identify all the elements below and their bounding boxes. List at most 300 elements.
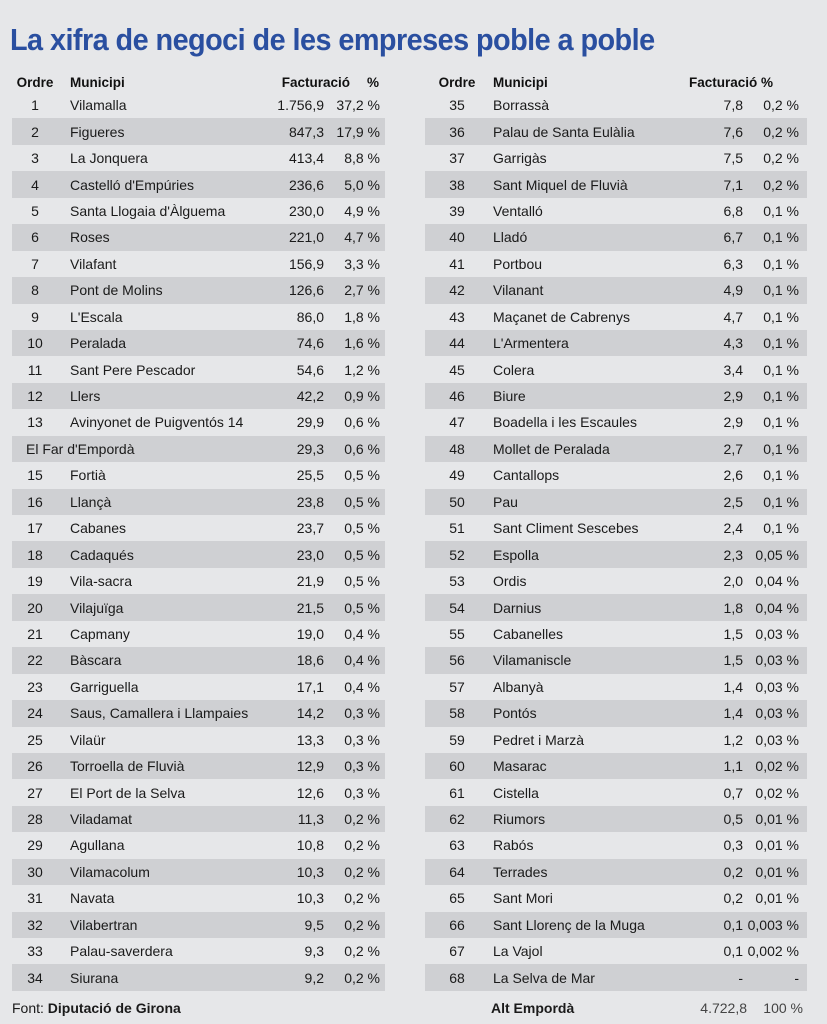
cell-municipi: Cabanelles (493, 625, 564, 642)
cell-municipi: Vilajuïga (70, 599, 124, 616)
cell-percent: 0,03 % (755, 625, 799, 642)
table-row (12, 832, 385, 858)
cell-facturacio: 3,4 (723, 361, 743, 378)
cell-facturacio: 29,3 (296, 440, 324, 457)
cell-ordre: 37 (449, 150, 465, 167)
cell-municipi: Pau (493, 493, 518, 510)
cell-percent: 0,04 % (755, 599, 799, 616)
table-row (12, 647, 385, 673)
cell-municipi: Vilabertran (70, 916, 138, 933)
table-header (425, 72, 807, 92)
cell-percent: 0,01 % (755, 837, 799, 854)
cell-municipi: Cistella (493, 784, 539, 801)
table-row (12, 304, 385, 330)
table-row (12, 964, 385, 990)
cell-municipi: Lladó (493, 229, 528, 246)
cell-municipi: Santa Llogaia d'Àlguema (70, 202, 226, 219)
page-title: La xifra de negoci de les empreses poble a poble (10, 22, 655, 57)
source-footer (12, 997, 181, 1019)
cell-percent: 0,5 % (344, 520, 380, 537)
cell-municipi: Riumors (493, 811, 546, 828)
cell-percent: 0,5 % (344, 546, 380, 563)
cell-percent: 0,5 % (344, 599, 380, 616)
cell-facturacio: 7,8 (723, 97, 743, 114)
cell-ordre: 23 (27, 678, 43, 695)
table-row (12, 594, 385, 620)
table-row (12, 568, 385, 594)
cell-ordre: 68 (449, 969, 465, 986)
cell-municipi: L'Escala (70, 308, 123, 325)
cell-ordre: 41 (449, 255, 465, 272)
table-row (12, 489, 385, 515)
cell-municipi: Pedret i Marzà (493, 731, 585, 748)
cell-ordre: 1 (31, 97, 39, 114)
cell-ordre: 34 (27, 969, 43, 986)
table-row (425, 647, 807, 673)
cell-percent: 0,6 % (344, 414, 380, 431)
cell-municipi: L'Armentera (493, 335, 569, 352)
cell-percent: 0,03 % (755, 705, 799, 722)
cell-municipi: Saus, Camallera i Llampaies (70, 705, 249, 722)
cell-municipi: Rabós (493, 837, 534, 854)
header-facturacio-percent: Facturació % (689, 74, 774, 90)
cell-ordre: 64 (449, 863, 465, 880)
table-row (425, 277, 807, 303)
header-percent: % (366, 74, 379, 90)
cell-ordre: 52 (449, 546, 465, 563)
table-row (425, 912, 807, 938)
cell-municipi: Peralada (70, 335, 127, 352)
cell-facturacio: 42,2 (296, 388, 324, 405)
cell-ordre: 13 (27, 414, 43, 431)
cell-ordre: 12 (27, 388, 43, 405)
cell-facturacio: 221,0 (288, 229, 324, 246)
cell-facturacio: 413,4 (288, 150, 324, 167)
table-row (12, 356, 385, 382)
table-row (425, 171, 807, 197)
cell-percent: 0,1 % (763, 388, 799, 405)
cell-municipi: Vilaür (70, 731, 106, 748)
cell-facturacio: 0,3 (723, 837, 743, 854)
cell-facturacio: 230,0 (288, 202, 324, 219)
cell-facturacio: 4,7 (723, 308, 743, 325)
table-row (425, 251, 807, 277)
cell-facturacio: 10,8 (296, 837, 324, 854)
cell-ordre: 67 (449, 943, 465, 960)
cell-municipi: Navata (70, 890, 115, 907)
cell-facturacio: 54,6 (296, 361, 324, 378)
cell-municipi: Avinyonet de Puigventós 14 (70, 414, 244, 431)
cell-facturacio: 6,3 (723, 255, 743, 272)
cell-facturacio: 0,7 (723, 784, 743, 801)
total-label: Alt Empordà (491, 1000, 575, 1016)
table-row (425, 700, 807, 726)
table-row (425, 621, 807, 647)
table-body (425, 92, 807, 991)
table-row (12, 171, 385, 197)
cell-percent: 0,9 % (344, 388, 380, 405)
cell-ordre: 59 (449, 731, 465, 748)
table-row (425, 436, 807, 462)
cell-percent: 0,01 % (755, 811, 799, 828)
cell-municipi: Sant Climent Sescebes (493, 520, 639, 537)
cell-percent: 0,3 % (344, 705, 380, 722)
cell-ordre: 62 (449, 811, 465, 828)
table-row (12, 885, 385, 911)
cell-facturacio: 12,6 (296, 784, 324, 801)
cell-municipi: Maçanet de Cabrenys (493, 308, 630, 325)
cell-municipi: Colera (493, 361, 535, 378)
table-row (425, 964, 807, 990)
cell-facturacio: 2,9 (723, 388, 743, 405)
cell-facturacio: 1,4 (723, 705, 743, 722)
table-row (12, 462, 385, 488)
cell-percent: 0,4 % (344, 678, 380, 695)
cell-percent: 0,1 % (763, 520, 799, 537)
cell-facturacio: 13,3 (296, 731, 324, 748)
table-header (12, 72, 385, 92)
cell-municipi: Figueres (70, 123, 125, 140)
cell-facturacio: 0,2 (723, 890, 743, 907)
table-row (12, 436, 385, 462)
table-row (425, 568, 807, 594)
cell-municipi: Boadella i les Escaules (493, 414, 637, 431)
table-row (425, 541, 807, 567)
cell-ordre: 7 (31, 255, 39, 272)
cell-ordre: 18 (27, 546, 43, 563)
cell-facturacio: 2,5 (723, 493, 743, 510)
cell-percent: 0,02 % (755, 784, 799, 801)
table-row (425, 409, 807, 435)
cell-facturacio: 9,3 (304, 943, 324, 960)
cell-ordre: 4 (31, 176, 39, 193)
total-value: 4.722,8 (700, 1000, 747, 1016)
cell-percent: 0,2 % (763, 176, 799, 193)
cell-ordre: 54 (449, 599, 465, 616)
cell-percent: 0,5 % (344, 467, 380, 484)
table-row (12, 938, 385, 964)
cell-percent: 0,4 % (344, 625, 380, 642)
table-row (12, 912, 385, 938)
cell-percent: 0,04 % (755, 573, 799, 590)
cell-municipi: Borrassà (493, 97, 550, 114)
cell-facturacio: 21,9 (296, 573, 324, 590)
cell-ordre: 40 (449, 229, 465, 246)
cell-ordre: 29 (27, 837, 43, 854)
table-row (425, 938, 807, 964)
cell-percent: 8,8 % (344, 150, 380, 167)
cell-ordre: 60 (449, 758, 465, 775)
cell-facturacio: 2,9 (723, 414, 743, 431)
cell-facturacio: 847,3 (288, 123, 324, 140)
cell-municipi: Garriguella (70, 678, 139, 695)
table-row (12, 753, 385, 779)
cell-municipi: Agullana (70, 837, 125, 854)
cell-facturacio: 19,0 (296, 625, 324, 642)
cell-ordre: 24 (27, 705, 43, 722)
cell-municipi: Mollet de Peralada (493, 440, 610, 457)
cell-municipi: Vilamalla (70, 97, 127, 114)
cell-municipi: Garrigàs (493, 150, 547, 167)
cell-ordre: 50 (449, 493, 465, 510)
header-municipi: Municipi (70, 74, 125, 90)
cell-facturacio: 12,9 (296, 758, 324, 775)
cell-percent: 0,1 % (763, 282, 799, 299)
table-row (12, 118, 385, 144)
cell-ordre: 45 (449, 361, 465, 378)
cell-municipi: Darnius (493, 599, 542, 616)
cell-municipi: Ventalló (493, 202, 543, 219)
cell-facturacio: 6,8 (723, 202, 743, 219)
cell-ordre: 48 (449, 440, 465, 457)
cell-percent: 0,2 % (344, 943, 380, 960)
table-row (12, 198, 385, 224)
cell-ordre: 27 (27, 784, 43, 801)
cell-ordre: 47 (449, 414, 465, 431)
cell-facturacio: 1,8 (723, 599, 743, 616)
cell-percent: 37,2 % (336, 97, 380, 114)
cell-municipi: Siurana (70, 969, 119, 986)
cell-percent: 0,1 % (763, 308, 799, 325)
table-row (12, 727, 385, 753)
cell-percent: 0,1 % (763, 361, 799, 378)
cell-ordre: 38 (449, 176, 465, 193)
cell-ordre: 55 (449, 625, 465, 642)
cell-percent: 0,1 % (763, 202, 799, 219)
cell-facturacio: 2,3 (723, 546, 743, 563)
cell-percent: 3,3 % (344, 255, 380, 272)
cell-municipi: Masarac (493, 758, 547, 775)
cell-ordre: 28 (27, 811, 43, 828)
cell-facturacio: 2,7 (723, 440, 743, 457)
header-facturacio: Facturació (281, 74, 350, 90)
cell-facturacio: 2,4 (723, 520, 743, 537)
cell-percent: 0,3 % (344, 731, 380, 748)
cell-percent: 17,9 % (336, 123, 380, 140)
cell-municipi: Llers (70, 388, 101, 405)
cell-percent: 0,4 % (344, 652, 380, 669)
cell-ordre: 51 (449, 520, 465, 537)
header-municipi: Municipi (493, 74, 548, 90)
cell-percent: 0,3 % (344, 784, 380, 801)
cell-municipi: Llançà (70, 493, 112, 510)
cell-municipi: La Vajol (493, 943, 543, 960)
cell-ordre: 22 (27, 652, 43, 669)
cell-facturacio: 156,9 (288, 255, 324, 272)
cell-municipi: Castelló d'Empúries (70, 176, 195, 193)
cell-municipi: Roses (70, 229, 110, 246)
cell-facturacio: 1,2 (723, 731, 743, 748)
cell-percent: 0,2 % (344, 916, 380, 933)
table-row (12, 674, 385, 700)
table-row (425, 224, 807, 250)
table-row (425, 383, 807, 409)
table-row (425, 92, 807, 118)
cell-municipi: Cadaqués (70, 546, 134, 563)
table-row (425, 674, 807, 700)
cell-ordre: 57 (449, 678, 465, 695)
cell-municipi: Palau de Santa Eulàlia (493, 123, 635, 140)
cell-facturacio: 9,5 (304, 916, 324, 933)
cell-facturacio: 236,6 (288, 176, 324, 193)
cell-ordre: 32 (27, 916, 43, 933)
cell-percent: 0,5 % (344, 573, 380, 590)
cell-ordre: 30 (27, 863, 43, 880)
header-ordre: Ordre (16, 74, 54, 90)
table-body (12, 92, 385, 991)
table-row (425, 806, 807, 832)
cell-percent: 0,1 % (763, 229, 799, 246)
cell-percent: 0,2 % (344, 969, 380, 986)
table-right (425, 72, 807, 991)
cell-municipi: Ordis (493, 573, 527, 590)
cell-percent: 0,5 % (344, 493, 380, 510)
cell-percent: 0,2 % (344, 890, 380, 907)
cell-percent: 0,3 % (344, 758, 380, 775)
table-left (12, 72, 385, 991)
cell-facturacio: 74,6 (296, 335, 324, 352)
cell-percent: 0,03 % (755, 731, 799, 748)
cell-facturacio: 23,0 (296, 546, 324, 563)
cell-facturacio: 2,6 (723, 467, 743, 484)
table-row (12, 277, 385, 303)
cell-percent: 0,1 % (763, 493, 799, 510)
cell-ordre: 11 (27, 361, 43, 378)
cell-facturacio: 10,3 (296, 863, 324, 880)
cell-facturacio: 14,2 (296, 705, 324, 722)
cell-percent: 0,003 % (747, 916, 799, 933)
table-row (12, 383, 385, 409)
table-row (12, 251, 385, 277)
table-row (12, 409, 385, 435)
cell-percent: 1,8 % (344, 308, 380, 325)
cell-percent: 1,6 % (344, 335, 380, 352)
cell-facturacio: 29,9 (296, 414, 324, 431)
cell-percent: 0,01 % (755, 863, 799, 880)
cell-facturacio: 21,5 (296, 599, 324, 616)
cell-ordre: 43 (449, 308, 465, 325)
cell-municipi: Bàscara (70, 652, 122, 669)
cell-municipi: Fortià (70, 467, 106, 484)
cell-municipi: Vilamaniscle (493, 652, 572, 669)
cell-percent: 0,2 % (763, 97, 799, 114)
cell-ordre: 6 (31, 229, 39, 246)
cell-facturacio: 0,1 (723, 916, 743, 933)
cell-percent: - (794, 969, 799, 986)
cell-facturacio: 1,4 (723, 678, 743, 695)
cell-ordre: 44 (449, 335, 465, 352)
cell-facturacio: 1,1 (723, 758, 743, 775)
cell-ordre: 56 (449, 652, 465, 669)
cell-ordre: 10 (27, 335, 43, 352)
cell-municipi: Cantallops (493, 467, 560, 484)
cell-percent: 0,1 % (763, 467, 799, 484)
cell-facturacio: 1,5 (723, 625, 743, 642)
cell-facturacio: 0,5 (723, 811, 743, 828)
cell-facturacio: 2,0 (723, 573, 743, 590)
table-row (425, 885, 807, 911)
cell-ordre: 58 (449, 705, 465, 722)
table-row (425, 515, 807, 541)
cell-percent: 0,2 % (344, 837, 380, 854)
table-row (12, 145, 385, 171)
cell-municipi: Palau-saverdera (70, 943, 173, 960)
cell-municipi: Sant Miquel de Fluvià (493, 176, 628, 193)
cell-facturacio: 9,2 (304, 969, 324, 986)
table-row (425, 330, 807, 356)
cell-ordre: 53 (449, 573, 465, 590)
cell-facturacio: 10,3 (296, 890, 324, 907)
cell-percent: 0,02 % (755, 758, 799, 775)
cell-ordre: 33 (27, 943, 43, 960)
cell-percent: 0,002 % (747, 943, 799, 960)
cell-ordre: 2 (31, 123, 39, 140)
table-row (425, 594, 807, 620)
cell-percent: 0,2 % (763, 150, 799, 167)
cell-municipi: Sant Llorenç de la Muga (493, 916, 645, 933)
cell-ordre: 3 (31, 150, 39, 167)
cell-percent: 4,9 % (344, 202, 380, 219)
cell-municipi: Terrades (493, 863, 548, 880)
cell-municipi: Espolla (493, 546, 539, 563)
table-row (425, 727, 807, 753)
cell-percent: 4,7 % (344, 229, 380, 246)
table-row (12, 859, 385, 885)
cell-municipi: El Port de la Selva (70, 784, 186, 801)
table-row (425, 304, 807, 330)
cell-municipi: Pontós (493, 705, 537, 722)
cell-percent: 0,1 % (763, 335, 799, 352)
cell-facturacio: 4,3 (723, 335, 743, 352)
table-row (12, 330, 385, 356)
cell-facturacio: 126,6 (288, 282, 324, 299)
cell-municipi: Sant Pere Pescador (70, 361, 196, 378)
table-row (425, 753, 807, 779)
cell-facturacio: 0,2 (723, 863, 743, 880)
cell-municipi: La Jonquera (70, 150, 148, 167)
cell-facturacio: 25,5 (296, 467, 324, 484)
cell-ordre: 46 (449, 388, 465, 405)
cell-ordre: 17 (27, 520, 43, 537)
cell-municipi: Albanyà (493, 678, 544, 695)
cell-facturacio: 11,3 (297, 811, 324, 828)
cell-facturacio: 86,0 (296, 308, 324, 325)
cell-ordre: 39 (449, 202, 465, 219)
cell-facturacio: 18,6 (296, 652, 324, 669)
cell-facturacio: 23,7 (296, 520, 324, 537)
total-percent: 100 % (763, 1000, 803, 1016)
cell-ordre: 63 (449, 837, 465, 854)
cell-percent: 0,05 % (755, 546, 799, 563)
cell-ordre: 35 (449, 97, 465, 114)
cell-municipi: Vila-sacra (70, 573, 132, 590)
cell-facturacio: 7,5 (723, 150, 743, 167)
source-name: Diputació de Girona (47, 1000, 181, 1016)
cell-municipi: El Far d'Empordà (26, 440, 135, 457)
cell-municipi: Pont de Molins (70, 282, 163, 299)
cell-percent: 0,2 % (344, 863, 380, 880)
cell-ordre: 16 (27, 493, 43, 510)
cell-ordre: 19 (27, 573, 43, 590)
table-row (425, 356, 807, 382)
cell-percent: 5,0 % (344, 176, 380, 193)
table-row (425, 489, 807, 515)
cell-percent: 0,2 % (344, 811, 380, 828)
cell-municipi: La Selva de Mar (493, 969, 595, 986)
table-row (12, 224, 385, 250)
cell-ordre: 61 (449, 784, 465, 801)
cell-ordre: 8 (31, 282, 39, 299)
